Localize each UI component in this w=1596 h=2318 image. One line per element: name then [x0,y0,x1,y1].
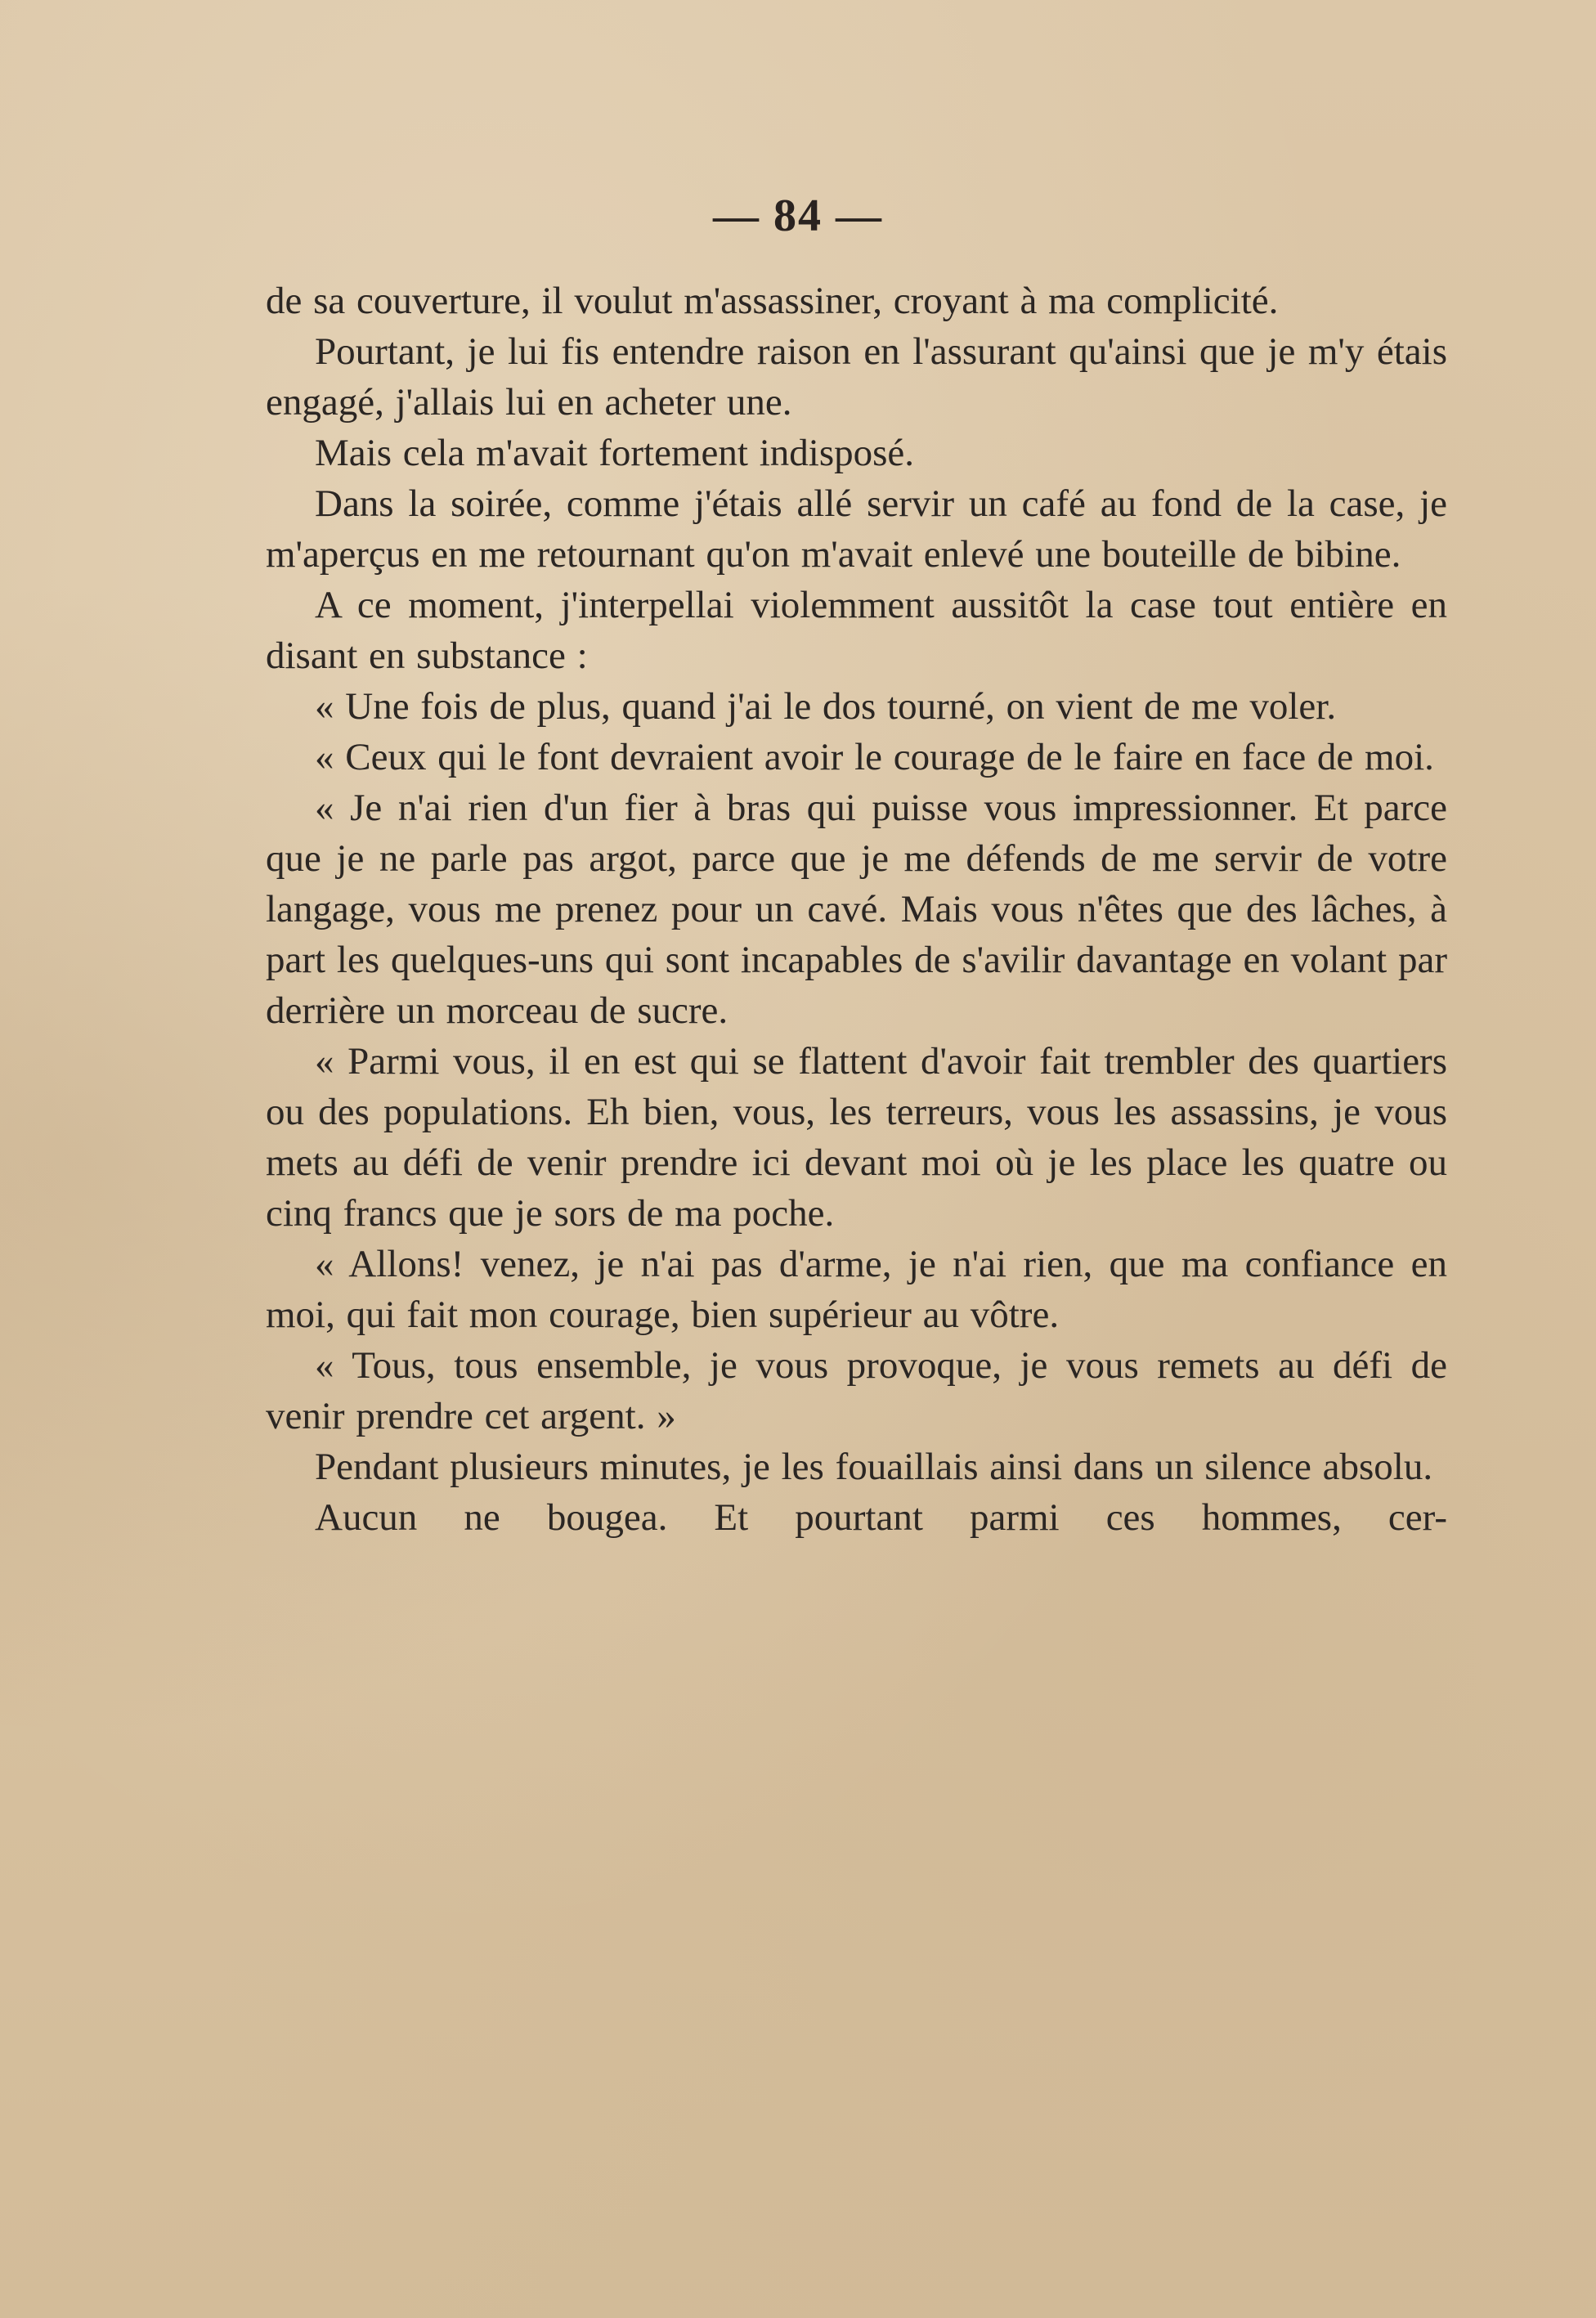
paragraph: Pourtant, je lui fis entendre raison en l'assurant qu'ainsi que je m'y étais engagé, j'allais lui en acheter une. [266,330,1447,424]
paragraph: « Ceux qui le font devraient avoir le courage de le faire en face de moi. [315,736,1434,778]
paragraph: Aucun ne bougea. Et pourtant parmi ces hommes, cer- [315,1496,1447,1539]
paragraph: « Tous, tous ensemble, je vous provoque, je vous remets au défi de venir prendre cet argent. » [266,1344,1447,1437]
paragraph: A ce moment, j'interpellai violemment aussitôt la case tout entière en disant en substance : [266,584,1447,677]
paragraph: « Parmi vous, il en est qui se flattent d'avoir fait trembler des quartiers ou des populations. Eh bien, vous, les terreurs, vous les assassins, je vous mets au défi de venir prendre ici devant moi où je les place les quatre ou cinq francs que je sors de ma poche. [266,1040,1447,1235]
paragraph: Dans la soirée, comme j'étais allé servir un café au fond de la case, je m'aperçus en me retournant qu'on m'avait enlevé une bouteille de bibine. [266,482,1447,576]
paragraph: « Une fois de plus, quand j'ai le dos tourné, on vient de me voler. [315,685,1337,728]
paragraph: « Je n'ai rien d'un fier à bras qui puisse vous impressionner. Et parce que je ne parle pas argot, parce que je me défends de me servir de votre langage, vous me prenez pour un cavé. Mais vous n'êtes que des lâches, à part les quelques-uns qui sont incapables de s'avilir davantage en volant par derrière un morceau de sucre. [266,787,1447,1032]
paragraph: Mais cela m'avait fortement indisposé. [315,432,915,474]
page-number: — 84 — [713,191,883,241]
paragraph: « Allons! venez, je n'ai pas d'arme, je n'ai rien, que ma confiance en moi, qui fait mon courage, bien supérieur au vôtre. [266,1243,1447,1336]
paragraph: de sa couverture, il voulut m'assassiner, croyant à ma complicité. [266,280,1279,322]
paragraph: Pendant plusieurs minutes, je les fouaillais ainsi dans un silence absolu. [315,1446,1433,1488]
page-body-text [266,276,1447,1543]
